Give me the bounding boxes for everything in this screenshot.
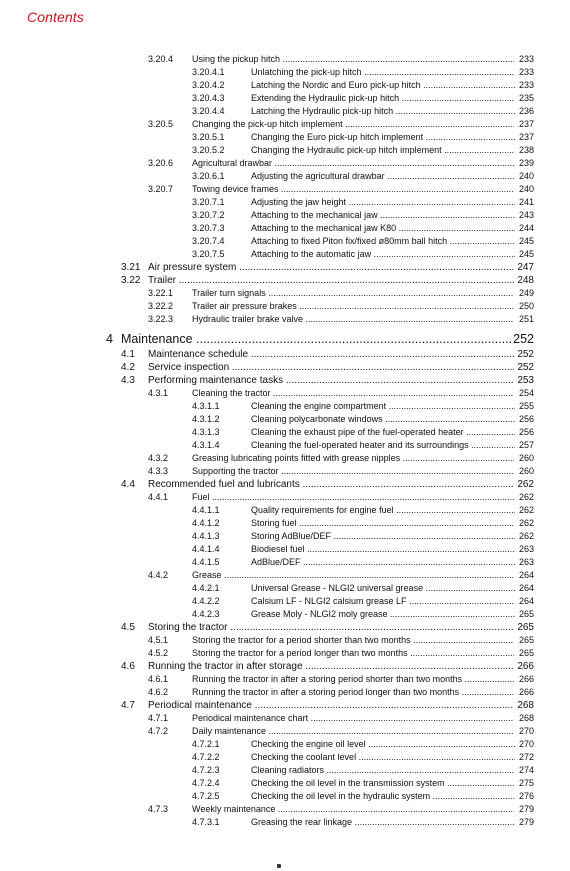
toc-entry-page: 260 xyxy=(518,453,534,463)
toc-entry-number: 4.3.1 xyxy=(148,388,169,398)
toc-entry-number: 4.7.2.5 xyxy=(192,791,220,801)
toc-entry[interactable] xyxy=(0,387,570,400)
toc-entry-number: 3.21 xyxy=(121,262,141,273)
toc-entry-number: 4.5 xyxy=(121,622,135,633)
toc-entry-number: 4.6 xyxy=(121,661,135,672)
toc-entry[interactable] xyxy=(0,465,570,478)
toc-entry[interactable] xyxy=(0,673,570,686)
toc-entry-number: 4.3.1.2 xyxy=(192,414,220,424)
toc-entry[interactable] xyxy=(0,331,570,347)
toc-entry[interactable] xyxy=(0,608,570,621)
toc-entry-number: 4.4.2 xyxy=(148,570,169,580)
toc-entry-page: 262 xyxy=(517,479,534,490)
toc-entry-number: 3.20.4.1 xyxy=(192,67,225,77)
toc-entry-number: 4.4.2.1 xyxy=(192,583,220,593)
toc-entry-title: Trailer turn signals ..... xyxy=(192,287,514,300)
toc-entry-title: Storing fuel ..... xyxy=(251,517,515,530)
toc-entry-number: 4.3 xyxy=(121,375,135,386)
toc-entry-page: 274 xyxy=(518,765,534,775)
toc-entry-title: Hydraulic trailer brake valve ..... xyxy=(192,313,514,326)
toc-entry-number: 4.4.1 xyxy=(148,492,169,502)
toc-entry-title: Storing the tractor for a period longer than two months ..... xyxy=(192,647,514,660)
toc-entry-title: Checking the engine oil level ..... xyxy=(251,738,515,751)
toc-entry[interactable] xyxy=(0,261,570,274)
toc-entry[interactable] xyxy=(0,361,570,374)
toc-entry[interactable] xyxy=(0,196,570,209)
toc-entry-page: 270 xyxy=(518,726,534,736)
toc-entry-page: 237 xyxy=(518,119,534,129)
toc-entry-title: Cleaning the engine compartment ..... xyxy=(251,400,515,413)
toc-entry-page: 266 xyxy=(518,674,534,684)
toc-entry-title: Service inspection ..... xyxy=(148,361,514,374)
toc-entry-number: 3.22.2 xyxy=(148,301,174,311)
toc-entry-page: 272 xyxy=(518,752,534,762)
toc-entry-page: 241 xyxy=(518,197,534,207)
toc-entry-page: 239 xyxy=(518,158,534,168)
toc-entry-number: 3.20.7.3 xyxy=(192,223,225,233)
toc-entry-number: 3.20.7 xyxy=(148,184,174,194)
toc-entry[interactable] xyxy=(0,105,570,118)
toc-entry-title: Attaching to the automatic jaw ..... xyxy=(251,248,515,261)
toc-entry-number: 3.20.6 xyxy=(148,158,174,168)
toc-entry-number: 3.20.7.1 xyxy=(192,197,225,207)
toc-entry[interactable] xyxy=(0,348,570,361)
toc-entry[interactable] xyxy=(0,374,570,387)
toc-entry-number: 3.20.7.5 xyxy=(192,249,225,259)
toc-entry-title: Daily maintenance ..... xyxy=(192,725,514,738)
toc-entry[interactable] xyxy=(0,92,570,105)
toc-entry-page: 257 xyxy=(518,440,534,450)
toc-entry-title: Maintenance schedule ..... xyxy=(148,348,514,361)
toc-entry-page: 262 xyxy=(518,518,534,528)
toc-entry-page: 238 xyxy=(518,145,534,155)
toc-entry[interactable] xyxy=(0,183,570,196)
toc-entry-title: Grease ..... xyxy=(192,569,514,582)
toc-entry-page: 266 xyxy=(517,661,534,672)
toc-entry-title: AdBlue/DEF ..... xyxy=(251,556,515,569)
toc-entry-title: Checking the coolant level ..... xyxy=(251,751,515,764)
toc-entry-title: Using the pickup hitch ..... xyxy=(192,53,514,66)
toc-entry-number: 4.3.3 xyxy=(148,466,169,476)
toc-entry[interactable] xyxy=(0,725,570,738)
toc-entry-page: 233 xyxy=(518,67,534,77)
toc-entry-number: 4.7.2 xyxy=(148,726,169,736)
toc-entry-title: Changing the Hydraulic pick-up hitch implement ..... xyxy=(251,144,515,157)
toc-entry-page: 279 xyxy=(518,804,534,814)
toc-entry-page: 252 xyxy=(517,362,534,373)
toc-entry-title: Cleaning the tractor ..... xyxy=(192,387,514,400)
toc-entry[interactable] xyxy=(0,699,570,712)
toc-entry-title: Checking the oil level in the hydraulic system ..... xyxy=(251,790,515,803)
toc-entry[interactable] xyxy=(0,751,570,764)
toc-entry-number: 3.20.5.1 xyxy=(192,132,225,142)
toc-entry-page: 263 xyxy=(518,544,534,554)
toc-entry[interactable] xyxy=(0,517,570,530)
toc-entry-title: Maintenance ..... xyxy=(121,331,511,347)
toc-entry-title: Cleaning the fuel-operated heater and its surroundings ..... xyxy=(251,439,515,452)
toc-entry[interactable] xyxy=(0,248,570,261)
toc-entry-number: 4.4.2.3 xyxy=(192,609,220,619)
page-footer-mark xyxy=(277,864,281,868)
toc-entry-page: 264 xyxy=(518,596,534,606)
toc-entry-title: Cleaning radiators ..... xyxy=(251,764,515,777)
toc-entry[interactable] xyxy=(0,777,570,790)
toc-entry-number: 4.3.1.3 xyxy=(192,427,220,437)
toc-entry[interactable] xyxy=(0,222,570,235)
toc-entry[interactable] xyxy=(0,634,570,647)
toc-entry-page: 256 xyxy=(518,414,534,424)
toc-entry-title: Checking the oil level in the transmission system ..... xyxy=(251,777,515,790)
toc-entry-title: Agricultural drawbar ..... xyxy=(192,157,514,170)
toc-entry-title: Latching the Nordic and Euro pick-up hitch ..... xyxy=(251,79,515,92)
toc-entry-title: Running the tractor in after a storing period shorter than two months ..... xyxy=(192,673,514,686)
toc-entry-title: Weekly maintenance ..... xyxy=(192,803,514,816)
toc-entry[interactable] xyxy=(0,686,570,699)
toc-entry[interactable] xyxy=(0,595,570,608)
toc-entry-number: 3.22.3 xyxy=(148,314,174,324)
toc-entry-number: 3.20.6.1 xyxy=(192,171,225,181)
toc-entry[interactable] xyxy=(0,647,570,660)
toc-entry-number: 3.20.5.2 xyxy=(192,145,225,155)
toc-entry[interactable] xyxy=(0,131,570,144)
toc-entry[interactable] xyxy=(0,790,570,803)
toc-entry-page: 262 xyxy=(518,492,534,502)
toc-entry[interactable] xyxy=(0,621,570,634)
toc-entry[interactable] xyxy=(0,556,570,569)
toc-entry[interactable] xyxy=(0,738,570,751)
toc-entry-title: Greasing the rear linkage ..... xyxy=(251,816,515,829)
toc-entry-number: 3.20.7.4 xyxy=(192,236,225,246)
toc-entry-page: 268 xyxy=(518,713,534,723)
toc-entry-title: Attaching to the mechanical jaw ..... xyxy=(251,209,515,222)
toc-entry-page: 266 xyxy=(518,687,534,697)
toc-entry[interactable] xyxy=(0,530,570,543)
toc-entry[interactable] xyxy=(0,209,570,222)
toc-entry-number: 4.7.3.1 xyxy=(192,817,220,827)
toc-entry[interactable] xyxy=(0,313,570,326)
toc-entry-page: 264 xyxy=(518,570,534,580)
toc-entry-title: Cleaning the exhaust pipe of the fuel-operated heater ..... xyxy=(251,426,515,439)
toc-entry-page: 247 xyxy=(517,262,534,273)
toc-entry-number: 4.7 xyxy=(121,700,135,711)
toc-entry-number: 4.4.1.1 xyxy=(192,505,220,515)
toc-entry-title: Storing the tractor ..... xyxy=(148,621,514,634)
toc-entry[interactable] xyxy=(0,170,570,183)
toc-entry-number: 4.6.2 xyxy=(148,687,169,697)
toc-entry-page: 275 xyxy=(518,778,534,788)
toc-entry-page: 251 xyxy=(518,314,534,324)
toc-entry-title: Performing maintenance tasks ..... xyxy=(148,374,514,387)
toc-entry-number: 4.4.2.2 xyxy=(192,596,220,606)
toc-entry[interactable] xyxy=(0,426,570,439)
toc-entry-title: Attaching to the mechanical jaw K80 ..... xyxy=(251,222,515,235)
toc-entry-page: 264 xyxy=(518,583,534,593)
toc-entry-page: 279 xyxy=(518,817,534,827)
toc-entry-page: 244 xyxy=(518,223,534,233)
toc-entry-page: 236 xyxy=(518,106,534,116)
toc-entry-number: 4.1 xyxy=(121,349,135,360)
toc-entry-number: 3.22 xyxy=(121,275,141,286)
toc-entry-page: 245 xyxy=(518,249,534,259)
toc-entry[interactable] xyxy=(0,543,570,556)
toc-entry-page: 268 xyxy=(517,700,534,711)
toc-entry[interactable] xyxy=(0,413,570,426)
toc-entry[interactable] xyxy=(0,66,570,79)
toc-entry[interactable] xyxy=(0,491,570,504)
toc-entry-page: 245 xyxy=(518,236,534,246)
toc-entry-number: 4.3.1.4 xyxy=(192,440,220,450)
toc-entry-number: 4.3.2 xyxy=(148,453,169,463)
toc-entry-number: 3.20.5 xyxy=(148,119,174,129)
toc-entry-number: 4.4.1.3 xyxy=(192,531,220,541)
toc-entry-title: Changing the pick-up hitch implement ..... xyxy=(192,118,514,131)
toc-entry-number: 4.7.2.2 xyxy=(192,752,220,762)
toc-entry-page: 237 xyxy=(518,132,534,142)
toc-entry-title: Storing the tractor for a period shorter than two months ..... xyxy=(192,634,514,647)
toc-entry-title: Quality requirements for engine fuel ..... xyxy=(251,504,515,517)
toc-entry-page: 233 xyxy=(518,80,534,90)
toc-entry-page: 263 xyxy=(518,557,534,567)
toc-entry-title: Running the tractor in after a storing period longer than two months ..... xyxy=(192,686,514,699)
toc-entry-number: 4.6.1 xyxy=(148,674,169,684)
toc-entry-page: 260 xyxy=(518,466,534,476)
toc-entry-title: Adjusting the jaw height ..... xyxy=(251,196,515,209)
toc-entry-number: 4.5.1 xyxy=(148,635,169,645)
toc-entry-page: 265 xyxy=(518,609,534,619)
toc-entry-title: Supporting the tractor ..... xyxy=(192,465,514,478)
toc-entry-page: 248 xyxy=(517,275,534,286)
toc-entry[interactable] xyxy=(0,816,570,829)
toc-entry-number: 4.7.2.1 xyxy=(192,739,220,749)
toc-entry-title: Towing device frames ..... xyxy=(192,183,514,196)
toc-entry-title: Periodical maintenance ..... xyxy=(148,699,514,712)
toc-entry-page: 262 xyxy=(518,505,534,515)
toc-entry[interactable] xyxy=(0,478,570,491)
page-header-title: Contents xyxy=(27,9,84,25)
toc-entry-page: 233 xyxy=(518,54,534,64)
toc-entry[interactable] xyxy=(0,569,570,582)
toc-entry[interactable] xyxy=(0,79,570,92)
toc-entry-number: 4.7.3 xyxy=(148,804,169,814)
toc-entry[interactable] xyxy=(0,660,570,673)
toc-entry-page: 240 xyxy=(518,171,534,181)
toc-entry-title: Biodiesel fuel ..... xyxy=(251,543,515,556)
toc-entry-title: Unlatching the pick-up hitch ..... xyxy=(251,66,515,79)
toc-entry-number: 3.20.4.2 xyxy=(192,80,225,90)
toc-entry-page: 265 xyxy=(518,635,534,645)
toc-entry-number: 4 xyxy=(106,332,113,346)
toc-entry-title: Changing the Euro pick-up hitch implement ..... xyxy=(251,131,515,144)
toc-entry-title: Adjusting the agricultural drawbar ..... xyxy=(251,170,515,183)
toc-entry-page: 256 xyxy=(518,427,534,437)
toc-entry[interactable] xyxy=(0,439,570,452)
toc-entry-title: Greasing lubricating points fitted with grease nipples ..... xyxy=(192,452,514,465)
toc-entry[interactable] xyxy=(0,118,570,131)
toc-entry-page: 265 xyxy=(517,622,534,633)
toc-entry[interactable] xyxy=(0,712,570,725)
toc-entry[interactable] xyxy=(0,582,570,595)
toc-entry[interactable] xyxy=(0,300,570,313)
toc-entry-number: 3.20.7.2 xyxy=(192,210,225,220)
toc-entry-title: Recommended fuel and lubricants ..... xyxy=(148,478,514,491)
toc-entry-title: Grease Moly - NLGI2 moly grease ..... xyxy=(251,608,515,621)
toc-entry-number: 4.5.2 xyxy=(148,648,169,658)
toc-entry-page: 276 xyxy=(518,791,534,801)
toc-entry-number: 4.2 xyxy=(121,362,135,373)
toc-entry-title: Extending the Hydraulic pick-up hitch ..... xyxy=(251,92,515,105)
toc-entry-title: Fuel ..... xyxy=(192,491,514,504)
toc-entry-title: Trailer ..... xyxy=(148,274,514,287)
toc-entry-title: Periodical maintenance chart ..... xyxy=(192,712,514,725)
toc-entry-page: 253 xyxy=(517,375,534,386)
toc-entry-number: 3.20.4.3 xyxy=(192,93,225,103)
toc-entry-number: 4.7.2.4 xyxy=(192,778,220,788)
toc-entry-number: 3.20.4.4 xyxy=(192,106,225,116)
toc-entry-title: Universal Grease - NLGI2 universal grease ..... xyxy=(251,582,515,595)
toc-entry-page: 265 xyxy=(518,648,534,658)
toc-entry-number: 4.4.1.4 xyxy=(192,544,220,554)
toc-entry-page: 243 xyxy=(518,210,534,220)
toc-entry[interactable] xyxy=(0,157,570,170)
toc-entry[interactable] xyxy=(0,144,570,157)
toc-entry[interactable] xyxy=(0,452,570,465)
toc-entry-page: 254 xyxy=(518,388,534,398)
toc-entry-title: Trailer air pressure brakes ..... xyxy=(192,300,514,313)
toc-entry-page: 255 xyxy=(518,401,534,411)
toc-entry-title: Air pressure system ..... xyxy=(148,261,514,274)
toc-entry-title: Storing AdBlue/DEF ..... xyxy=(251,530,515,543)
toc-entry-page: 249 xyxy=(518,288,534,298)
toc-entry-number: 4.7.1 xyxy=(148,713,169,723)
toc-entry[interactable] xyxy=(0,287,570,300)
toc-entry-number: 4.4.1.2 xyxy=(192,518,220,528)
toc-entry[interactable] xyxy=(0,803,570,816)
toc-entry-number: 4.3.1.1 xyxy=(192,401,220,411)
toc-entry-title: Latching the Hydraulic pick-up hitch ..... xyxy=(251,105,515,118)
toc-entry[interactable] xyxy=(0,235,570,248)
toc-entry-title: Cleaning polycarbonate windows ..... xyxy=(251,413,515,426)
toc-entry-page: 270 xyxy=(518,739,534,749)
toc-entry-number: 4.4 xyxy=(121,479,135,490)
toc-entry-title: Running the tractor in after storage ..... xyxy=(148,660,514,673)
toc-entry[interactable] xyxy=(0,274,570,287)
toc-entry[interactable] xyxy=(0,400,570,413)
toc-entry-page: 235 xyxy=(518,93,534,103)
toc-entry-number: 3.22.1 xyxy=(148,288,174,298)
toc-entry-title: Attaching to fixed Piton fix/fixed ø80mm ball hitch ..... xyxy=(251,235,515,248)
toc-entry-page: 252 xyxy=(517,349,534,360)
toc-entry[interactable] xyxy=(0,764,570,777)
toc-entry-number: 3.20.4 xyxy=(148,54,174,64)
toc-entry-page: 252 xyxy=(513,332,534,346)
toc-entry[interactable] xyxy=(0,504,570,517)
toc-entry-number: 4.7.2.3 xyxy=(192,765,220,775)
toc-entry[interactable] xyxy=(0,53,570,66)
toc-entry-title: Calsium LF - NLGI2 calsium grease LF ..... xyxy=(251,595,515,608)
toc-entry-page: 240 xyxy=(518,184,534,194)
toc-entry-number: 4.4.1.5 xyxy=(192,557,220,567)
toc-entry-page: 262 xyxy=(518,531,534,541)
toc-entry-page: 250 xyxy=(518,301,534,311)
